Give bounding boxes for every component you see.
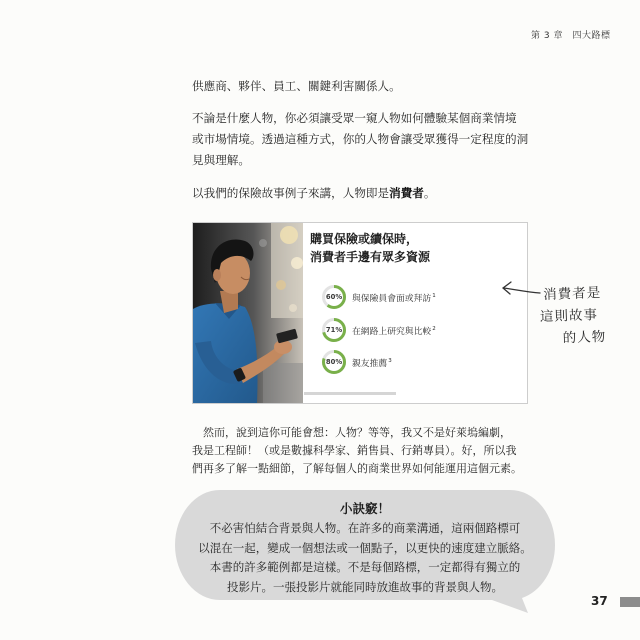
- paragraph-line: 或市場情境。透過這種方式，你的人物會讓受眾獲得一定程度的洞: [192, 132, 529, 146]
- slide-source-note: [304, 392, 396, 395]
- slide-title-line: 購買保險或續保時，: [310, 232, 419, 246]
- emphasis-text: 消費者: [389, 186, 424, 200]
- paragraph-line: 我是工程師！（或是數據科學家、銷售員、行銷專員）。好，所以我: [192, 444, 517, 457]
- stat-row: [321, 284, 436, 310]
- page-number: 37: [591, 594, 608, 608]
- footnote-marker: 2: [432, 325, 436, 332]
- slide-title: [310, 230, 430, 266]
- paragraph-text: 以我們的保險故事例子來講，人物即是: [192, 186, 390, 200]
- paragraph-text: 。: [423, 186, 436, 200]
- stat-percent: 60%: [325, 293, 343, 301]
- paragraph-2: [192, 108, 528, 171]
- progress-ring: [321, 284, 347, 310]
- paragraph-line: [192, 183, 436, 204]
- slide-title-line: 消費者手邊有眾多資源: [310, 250, 431, 264]
- running-header: 第 3 章 四大路標: [531, 31, 611, 41]
- progress-ring: [321, 317, 347, 343]
- handwritten-line: 的人物: [562, 328, 607, 347]
- handwritten-line: 這則故事: [539, 307, 599, 326]
- progress-ring: [321, 349, 347, 375]
- footnote-marker: 1: [432, 292, 436, 299]
- handwritten-line: 消費者是: [542, 284, 602, 304]
- stat-row: [321, 349, 392, 375]
- tip-line: 不必害怕結合背景與人物。在許多的商業溝通，這兩個路標可: [209, 521, 521, 535]
- paragraph-line: 們再多了解一點細節，了解每個人的商業世界如何能運用這個元素。: [192, 462, 522, 475]
- stat-text: 與保險員會面或拜訪: [352, 293, 432, 304]
- footnote-marker: 3: [388, 357, 392, 364]
- consumer-photo: [193, 223, 303, 403]
- slide-figure: [192, 222, 528, 404]
- stat-percent: 80%: [325, 358, 343, 366]
- tip-line: 投影片。一張投影片就能同時放進故事的背景與人物。: [227, 580, 503, 595]
- tip-line: 本書的許多範例都是這樣。不是每個路標，一定都得有獨立的: [209, 560, 521, 575]
- paragraph-3: [192, 183, 436, 204]
- paragraph-4: [192, 424, 522, 478]
- paragraph-line: 不論是什麼人物，你必須讓受眾一窺人物如何體驗某個商業情境: [192, 111, 517, 125]
- stat-text: 在網路上研究與比較: [352, 326, 432, 337]
- stat-label: [352, 323, 436, 338]
- handwritten-note: [539, 282, 607, 350]
- tip-content: [175, 499, 555, 598]
- stat-label: [352, 290, 436, 305]
- paragraph-line: 然而，說到這你可能會想：人物？等等，我又不是好萊塢編劇，: [203, 426, 511, 439]
- stat-label: [352, 355, 392, 370]
- page-edge-tab: [620, 597, 640, 607]
- handwritten-arrow-icon: [498, 276, 544, 300]
- paragraph-line: 見與理解。: [192, 153, 250, 167]
- paragraph-1: [192, 76, 401, 97]
- stat-text: 親友推薦: [352, 358, 388, 369]
- stat-percent: 71%: [325, 326, 343, 334]
- stat-row: [321, 317, 436, 343]
- paragraph-line: 供應商、夥伴、員工、關鍵利害關係人。: [192, 79, 401, 93]
- tip-title: 小訣竅！: [339, 501, 390, 516]
- tip-line: 以混在一起，變成一個想法或一個點子，以更快的速度建立脈絡。: [198, 540, 532, 555]
